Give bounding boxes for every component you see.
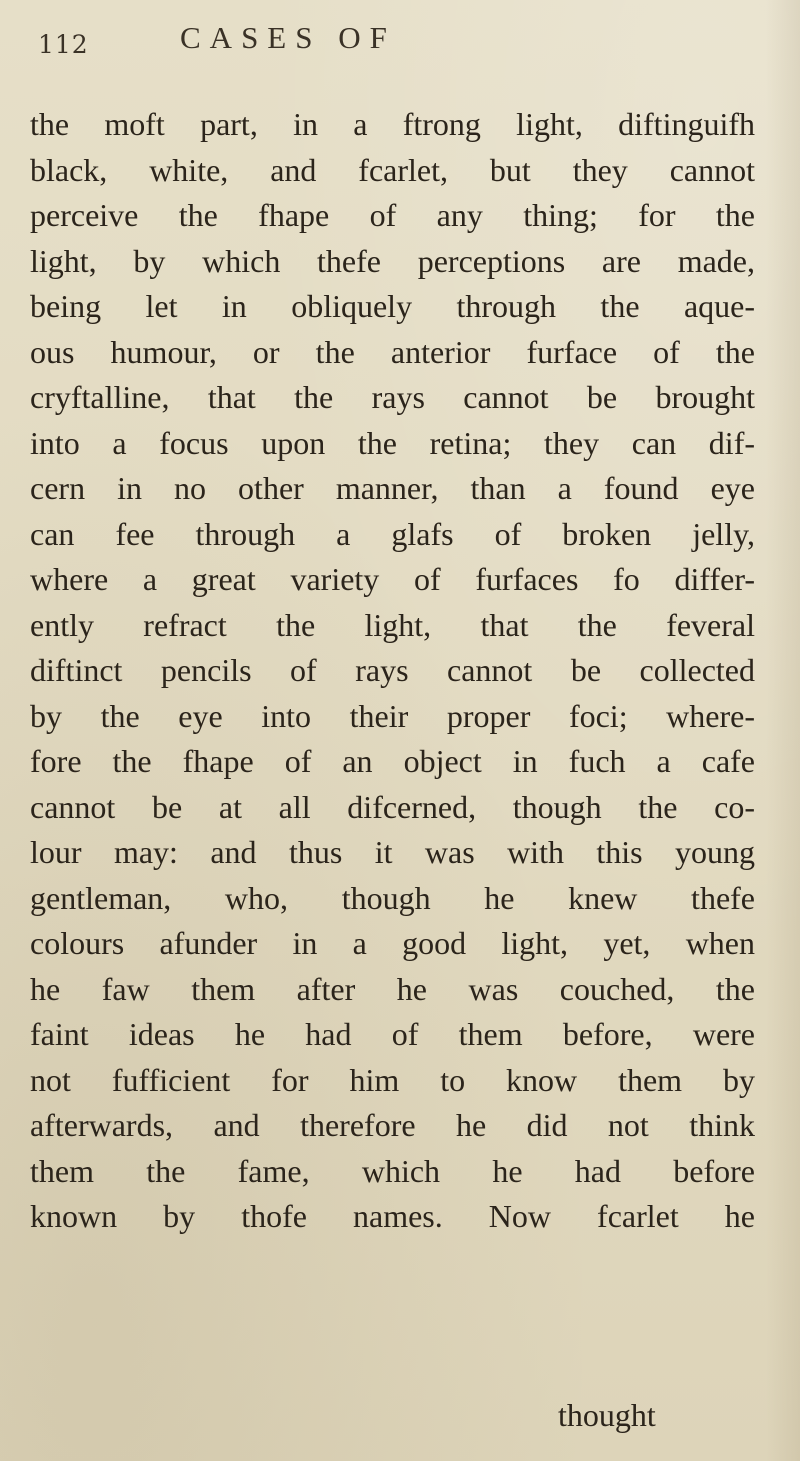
text-line: into a focus upon the retina; they can dif- [30, 424, 755, 461]
text-line: the moft part, in a ftrong light, diftinguifh [30, 106, 755, 142]
text-line: not fufficient for him to know them by [30, 1061, 755, 1098]
text-line: cannot be at all difcerned, though the co- [30, 788, 755, 825]
text-line: cern in no other manner, than a found eye [30, 470, 755, 506]
text-line: can fee through a glafs of broken jelly, [30, 515, 755, 552]
text-line: them the fame, which he had before [30, 1152, 755, 1189]
text-line: cryftalline, that the rays cannot be brought [30, 379, 755, 415]
catchword: thought [558, 1397, 656, 1433]
running-title: CASES OF [180, 20, 396, 55]
page-edge-shadow [766, 0, 800, 1461]
text-line: lour may: and thus it was with this young [30, 834, 755, 870]
text-line: fore the fhape of an object in fuch a cafe [30, 743, 755, 779]
text-line: ently refract the light, that the feveral [30, 606, 755, 643]
text-line: known by thofe names. Now fcarlet he [30, 1198, 755, 1234]
text-line: faint ideas he had of them before, were [30, 1016, 755, 1052]
text-line: gentleman, who, though he knew thefe [30, 879, 755, 916]
running-head [38, 20, 638, 68]
text-line: colours afunder in a good light, yet, when [30, 925, 755, 961]
page-number: 112 [38, 30, 89, 59]
text-line: where a great variety of furfaces fo differ- [30, 561, 755, 597]
text-line: by the eye into their proper foci; where- [30, 697, 755, 734]
text-line: afterwards, and therefore he did not think [30, 1107, 755, 1143]
text-line: light, by which thefe perceptions are made, [30, 242, 755, 279]
text-line: being let in obliquely through the aque- [30, 288, 755, 324]
text-line: ous humour, or the anterior furface of the [30, 333, 755, 370]
body-text [30, 102, 755, 1240]
text-line: diftinct pencils of rays cannot be collected [30, 652, 755, 688]
text-line: perceive the fhape of any thing; for the [30, 197, 755, 233]
text-line: he faw them after he was couched, the [30, 970, 755, 1007]
text-line: black, white, and fcarlet, but they cannot [30, 151, 755, 188]
